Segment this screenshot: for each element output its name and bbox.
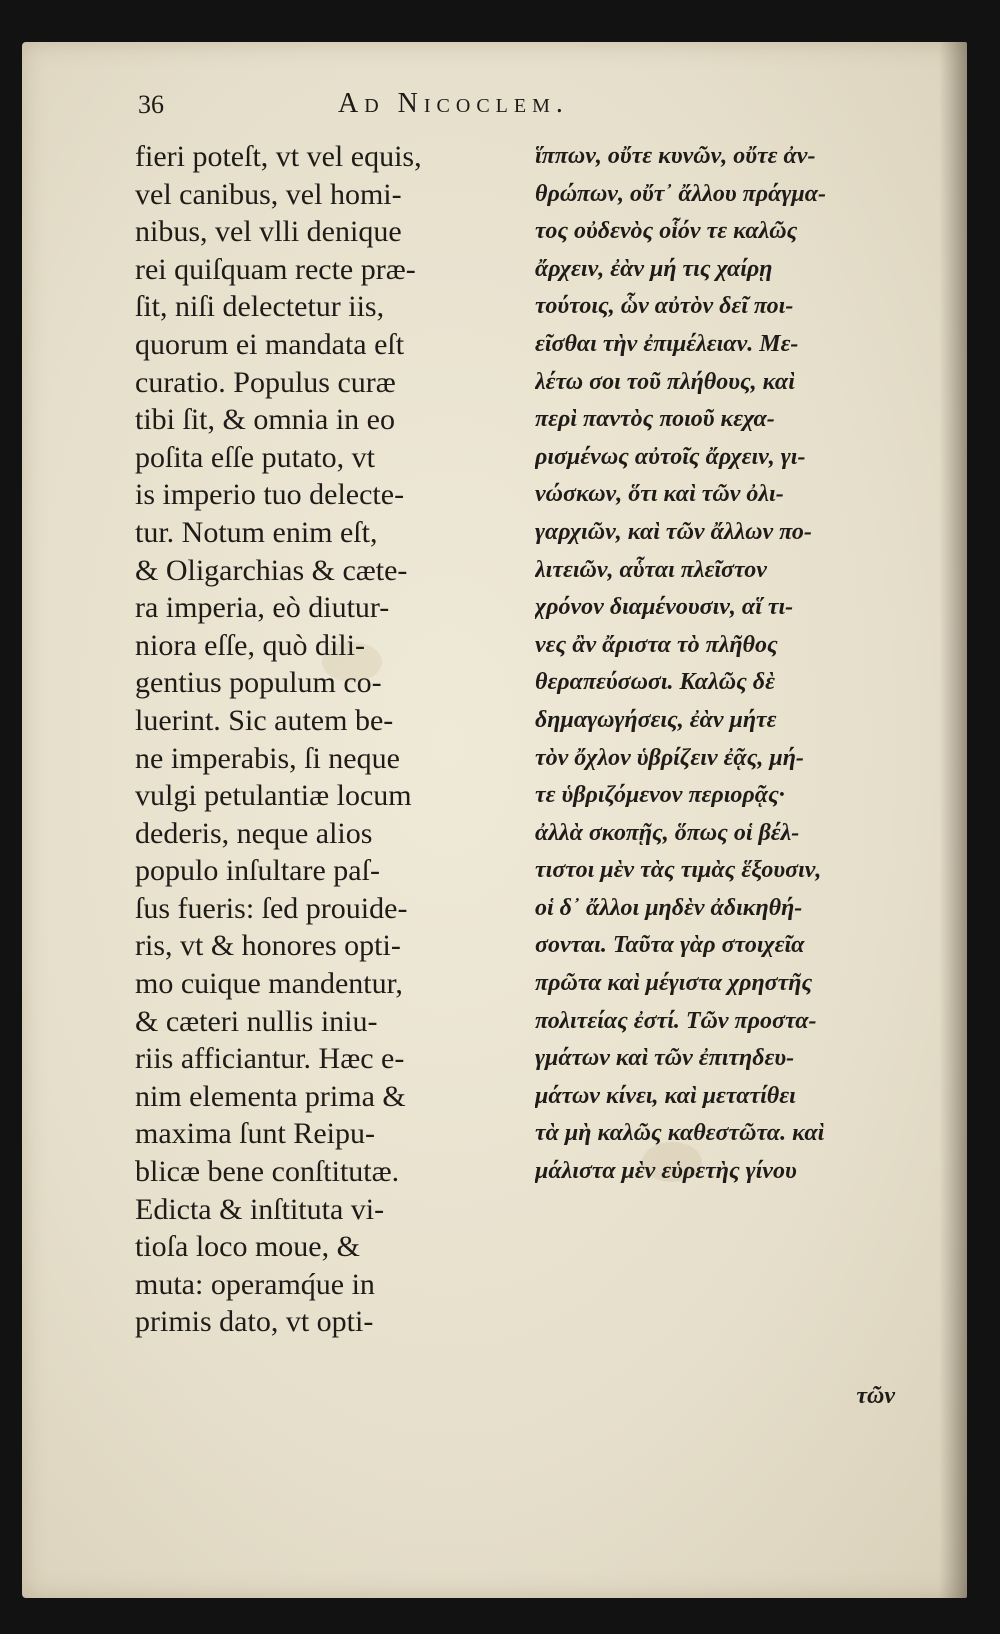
latin-text-line: primis dato, vt opti-: [135, 1305, 374, 1339]
latin-text-line: ſit, niſi delectetur iis,: [135, 290, 385, 324]
greek-text-line: χρόνον διαμένουσιν, αἵ τι-: [535, 594, 794, 621]
latin-text-line: gentius populum co-: [135, 666, 382, 700]
greek-text-line: μάτων κίνει, καὶ μετατίθει: [535, 1082, 796, 1109]
latin-text-line: is imperio tuo delecte-: [135, 478, 405, 512]
running-title: Ad Nicoclem.: [338, 88, 569, 119]
greek-text-line: ἵππων, οὔτε κυνῶν, οὔτε ἀν-: [535, 143, 816, 169]
latin-text-line: quorum ei mandata eſt: [135, 327, 405, 361]
greek-text-line: τὰ μὴ καλῶς καθεστῶτα. καὶ: [535, 1120, 825, 1147]
latin-text-line: tioſa loco moue, &: [135, 1230, 360, 1264]
latin-text-line: mo cuique mandentur,: [135, 967, 403, 1001]
running-head: [138, 88, 698, 128]
latin-text-line: riis afficiantur. Hæc e-: [135, 1042, 405, 1076]
greek-text-line: περὶ παντὸς ποιοῦ κεχα-: [535, 406, 775, 433]
greek-text-line: ἀλλὰ σκοπῇς, ὅπως οἱ βέλ-: [535, 819, 800, 846]
latin-text-line: & Oligarchias & cæte-: [135, 553, 408, 587]
greek-text-line: πρῶτα καὶ μέγιστα χρηστῆς: [535, 970, 813, 997]
page-number: 36: [138, 90, 164, 119]
latin-text-line: dederis, neque alios: [135, 816, 373, 850]
greek-text-line: θρώπων, οὔτ᾿ ἄλλου πράγμα-: [535, 180, 827, 207]
greek-text-line: οἱ δ᾿ ἄλλοι μηδὲν ἀδικηθή-: [535, 894, 803, 921]
greek-text-line: ρισμένως αὐτοῖς ἄρχειν, γι-: [535, 443, 806, 470]
latin-text-line: Edicta & inſtituta vi-: [135, 1192, 385, 1226]
greek-text-line: τὸν ὄχλον ὑβρίζειν ἐᾷς, μή-: [535, 744, 804, 771]
latin-text-line: poſita eſſe putato, vt: [135, 440, 375, 474]
latin-column: [135, 138, 515, 1341]
greek-text-line: νες ἂν ἄριστα τὸ πλῆθος: [535, 631, 778, 658]
latin-text-line: curatio. Populus curæ: [135, 365, 396, 399]
catchword: τῶν: [856, 1383, 895, 1409]
greek-text-line: θεραπεύσωσι. Καλῶς δὲ: [535, 669, 775, 696]
latin-text-line: nibus, vel vlli denique: [135, 215, 402, 249]
greek-text-line: τιστοι μὲν τὰς τιμὰς ἕξουσιν,: [535, 857, 822, 884]
greek-text-line: νώσκων, ὅτι καὶ τῶν ὀλι-: [535, 481, 784, 508]
latin-text-line: blicæ bene conſtitutæ.: [135, 1155, 400, 1189]
latin-text-line: ris, vt & honores opti-: [135, 929, 401, 963]
latin-text-line: rei quiſquam recte præ-: [135, 252, 416, 286]
greek-text-line: λιτειῶν, αὗται πλεῖστον: [535, 556, 767, 583]
greek-text-line: τος οὐδενὸς οἷόν τε καλῶς: [535, 218, 798, 245]
latin-text-line: tibi ſit, & omnia in eo: [135, 403, 395, 437]
greek-text-line: σονται. Ταῦτα γὰρ στοιχεῖα: [535, 932, 805, 959]
greek-text-line: εῖσθαι τὴν ἐπιμέλειαν. Με-: [535, 330, 799, 357]
latin-text-line: luerint. Sic autem be-: [135, 703, 394, 737]
greek-column: [535, 138, 920, 1191]
latin-text-line: ne imperabis, ſi neque: [135, 741, 400, 775]
greek-text-line: τε ὑβριζόμενον περιορᾷς·: [535, 782, 785, 809]
latin-text-line: fieri poteſt, vt vel equis,: [135, 140, 422, 173]
greek-text-line: πολιτείας ἐστί. Τῶν προστα-: [535, 1007, 817, 1034]
greek-text-line: γαρχιῶν, καὶ τῶν ἄλλων πο-: [535, 518, 812, 545]
greek-text-line: γμάτων καὶ τῶν ἐπιτηδευ-: [535, 1045, 795, 1072]
latin-text-line: populo inſultare paſ-: [135, 854, 380, 888]
greek-text-line: τούτοις, ὧν αὐτὸν δεῖ ποι-: [535, 293, 794, 320]
binding-shadow: [939, 42, 967, 1598]
latin-text-line: maxima ſunt Reipu-: [135, 1117, 375, 1151]
latin-text-line: ſus fueris: ſed prouide-: [135, 891, 408, 925]
latin-text-line: ra imperia, eò diutur-: [135, 591, 390, 625]
latin-text-line: & cæteri nullis iniu-: [135, 1004, 378, 1038]
greek-text-line: ἄρχειν, ἐὰν μή τις χαίρῃ: [535, 255, 773, 282]
greek-text-line: λέτω σοι τοῦ πλήθους, καὶ: [535, 368, 795, 395]
latin-text-line: nim elementa prima &: [135, 1079, 406, 1113]
latin-text-line: muta: operamq́ue in: [135, 1267, 375, 1301]
greek-text-line: μάλιστα μὲν εὑρετὴς γίνου: [535, 1158, 797, 1185]
latin-text-line: vulgi petulantiæ locum: [135, 779, 412, 813]
greek-text-line: δημαγωγήσεις, ἐὰν μήτε: [535, 706, 777, 733]
latin-text-line: vel canibus, vel homi-: [135, 177, 402, 211]
latin-text-line: tur. Notum enim eſt,: [135, 515, 378, 549]
latin-text-line: niora eſſe, quò dili-: [135, 628, 365, 662]
